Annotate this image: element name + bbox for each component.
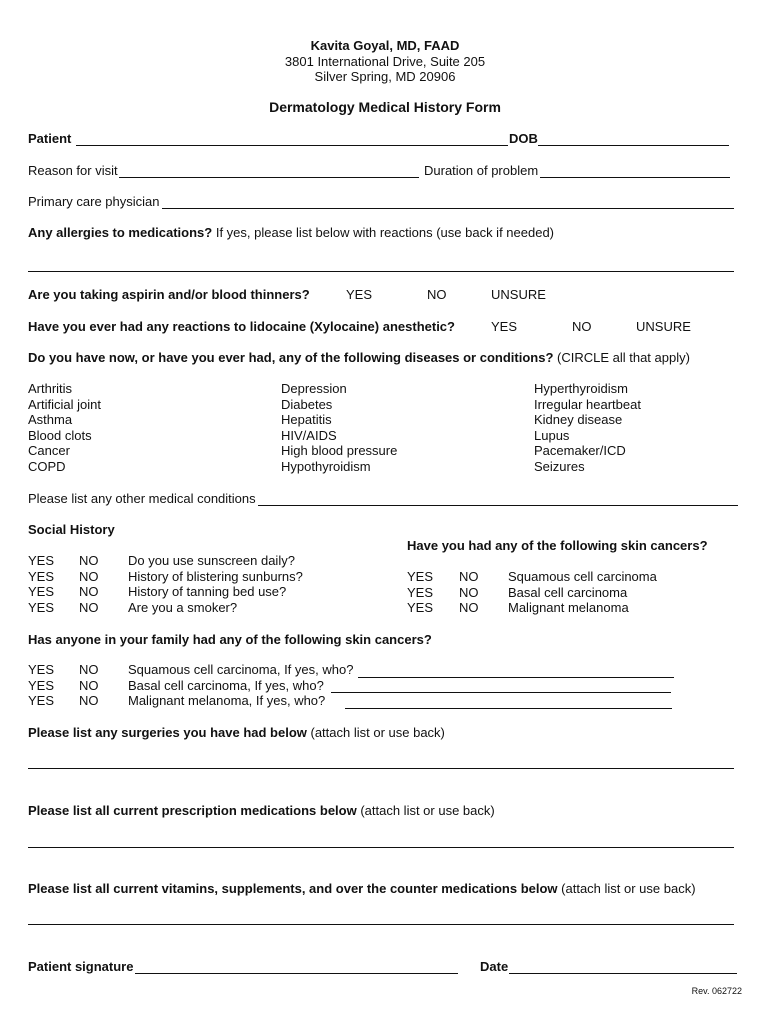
condition-item[interactable]: Hypothyroidism — [281, 458, 371, 474]
address-line-2: Silver Spring, MD 20906 — [314, 69, 456, 84]
condition-item[interactable]: Asthma — [28, 412, 73, 428]
surgeries-prompt-bold: Please list any surgeries you have had below — [28, 725, 307, 740]
signature-label: Patient signature — [28, 959, 134, 974]
dob-label: DOB — [509, 131, 538, 146]
skin-cancer-no-column — [459, 569, 479, 616]
skin-cancer-yes-option[interactable]: YES — [407, 584, 434, 600]
prescriptions-field[interactable] — [28, 847, 734, 848]
condition-item[interactable]: Artificial joint — [28, 396, 101, 412]
skin-cancer-heading: Have you had any of the following skin cancers? — [407, 538, 708, 553]
vitamins-field[interactable] — [28, 924, 734, 925]
family-melanoma-who-field[interactable] — [345, 708, 672, 709]
social-yes-option[interactable]: YES — [28, 599, 55, 615]
conditions-question — [28, 350, 690, 365]
dob-field[interactable] — [538, 145, 729, 146]
family-cancer-type: Squamous cell carcinoma, If yes, who? — [128, 662, 354, 677]
family-basal-who-field[interactable] — [331, 692, 671, 693]
allergies-field[interactable] — [28, 271, 734, 272]
social-questions-column — [128, 553, 303, 615]
condition-item[interactable]: Lupus — [534, 427, 570, 443]
condition-item[interactable]: Hepatitis — [281, 412, 332, 428]
conditions-column-2 — [281, 381, 397, 475]
skin-cancer-no-option[interactable]: NO — [459, 569, 479, 584]
reason-field[interactable] — [119, 177, 419, 178]
condition-item[interactable]: Seizures — [534, 458, 585, 474]
family-history-heading: Has anyone in your family had any of the following skin cancers? — [28, 632, 432, 647]
surgeries-prompt-note: (attach list or use back) — [306, 725, 445, 740]
aspirin-unsure-option[interactable]: UNSURE — [491, 287, 546, 302]
social-question: Do you use sunscreen daily? — [128, 553, 295, 568]
conditions-column-1 — [28, 381, 101, 475]
social-question: History of tanning bed use? — [128, 584, 287, 600]
condition-item[interactable]: Depression — [281, 381, 347, 396]
skin-cancer-type: Malignant melanoma — [508, 600, 629, 616]
condition-item[interactable]: Diabetes — [281, 396, 333, 412]
duration-label: Duration of problem — [424, 163, 539, 178]
condition-item[interactable]: High blood pressure — [281, 443, 398, 459]
allergies-question — [28, 225, 554, 240]
social-yes-option[interactable]: YES — [28, 584, 55, 600]
reason-label: Reason for visit — [28, 163, 118, 178]
skin-cancer-no-option[interactable]: NO — [459, 584, 479, 600]
skin-cancer-yes-option[interactable]: YES — [407, 569, 434, 584]
patient-field[interactable] — [76, 145, 508, 146]
prescriptions-prompt-bold: Please list all current prescription medications below — [28, 803, 357, 818]
condition-item[interactable]: Hyperthyroidism — [534, 381, 628, 396]
prescriptions-prompt-note: (attach list or use back) — [356, 803, 495, 818]
social-yes-option[interactable]: YES — [28, 553, 55, 568]
condition-item[interactable]: COPD — [28, 458, 66, 474]
social-question: History of blistering sunburns? — [128, 568, 303, 584]
skin-cancer-yes-option[interactable]: YES — [407, 600, 434, 616]
family-no-column — [79, 662, 99, 709]
skin-cancer-types-column — [508, 569, 657, 616]
condition-item[interactable]: Kidney disease — [534, 412, 623, 428]
skin-cancer-type: Basal cell carcinoma — [508, 584, 628, 600]
vitamins-prompt-bold: Please list all current vitamins, supplements, and over the counter medications below — [28, 881, 558, 896]
family-cancer-type: Malignant melanoma, If yes, who? — [128, 693, 326, 709]
conditions-column-3 — [534, 381, 641, 475]
address-line-1: 3801 International Drive, Suite 205 — [284, 54, 486, 69]
prescriptions-prompt — [28, 803, 495, 818]
social-history-heading: Social History — [28, 522, 115, 537]
skin-cancer-type: Squamous cell carcinoma — [508, 569, 657, 584]
condition-item[interactable]: Irregular heartbeat — [534, 396, 641, 412]
form-title: Dermatology Medical History Form — [269, 99, 501, 115]
lidocaine-yes-option[interactable]: YES — [491, 319, 518, 334]
pcp-field[interactable] — [162, 208, 734, 209]
allergies-question-bold: Any allergies to medications? — [28, 225, 213, 240]
social-yes-option[interactable]: YES — [28, 568, 55, 584]
vitamins-prompt — [28, 881, 696, 896]
condition-item[interactable]: Blood clots — [28, 427, 92, 443]
family-types-column — [128, 662, 353, 709]
other-conditions-field[interactable] — [258, 505, 738, 506]
condition-item[interactable]: Arthritis — [28, 381, 73, 396]
family-no-option[interactable]: NO — [79, 693, 99, 709]
aspirin-yes-option[interactable]: YES — [346, 287, 373, 302]
family-no-option[interactable]: NO — [79, 677, 99, 693]
duration-field[interactable] — [540, 177, 730, 178]
lidocaine-no-option[interactable]: NO — [572, 319, 592, 334]
pcp-label: Primary care physician — [28, 194, 160, 209]
social-no-option[interactable]: NO — [79, 568, 99, 584]
condition-item[interactable]: Cancer — [28, 443, 70, 459]
social-no-option[interactable]: NO — [79, 599, 99, 615]
family-cancer-type: Basal cell carcinoma, If yes, who? — [128, 677, 324, 693]
social-no-option[interactable]: NO — [79, 553, 99, 568]
aspirin-no-option[interactable]: NO — [427, 287, 447, 302]
other-conditions-label: Please list any other medical conditions — [28, 491, 256, 506]
aspirin-question: Are you taking aspirin and/or blood thinners? — [28, 287, 310, 302]
surgeries-field[interactable] — [28, 768, 734, 769]
physician-name: Kavita Goyal, MD, FAAD — [310, 38, 460, 53]
conditions-instruction: (CIRCLE all that apply) — [553, 350, 690, 365]
surgeries-prompt — [28, 725, 445, 740]
allergies-instruction: If yes, please list below with reactions (use back if needed) — [212, 225, 555, 240]
lidocaine-unsure-option[interactable]: UNSURE — [636, 319, 691, 334]
family-no-option[interactable]: NO — [79, 662, 99, 677]
condition-item[interactable]: Pacemaker/ICD — [534, 443, 626, 459]
date-field[interactable] — [509, 973, 737, 974]
skin-cancer-no-option[interactable]: NO — [459, 600, 479, 616]
social-yes-column — [28, 553, 54, 615]
vitamins-prompt-note: (attach list or use back) — [557, 881, 696, 896]
social-question: Are you a smoker? — [128, 599, 238, 615]
family-yes-option[interactable]: YES — [28, 662, 55, 677]
lidocaine-question: Have you ever had any reactions to lidocaine (Xylocaine) anesthetic? — [28, 319, 455, 334]
family-yes-column — [28, 662, 54, 709]
family-yes-option[interactable]: YES — [28, 677, 55, 693]
social-no-column — [79, 553, 99, 615]
revision-label: Rev. 062722 — [691, 986, 742, 996]
social-no-option[interactable]: NO — [79, 584, 99, 600]
conditions-question-bold: Do you have now, or have you ever had, any of the following diseases or conditions? — [28, 350, 554, 365]
skin-cancer-yes-column — [407, 569, 433, 616]
condition-item[interactable]: HIV/AIDS — [281, 427, 337, 443]
family-yes-option[interactable]: YES — [28, 693, 55, 709]
date-label: Date — [480, 959, 509, 974]
family-squamous-who-field[interactable] — [358, 677, 674, 678]
signature-field[interactable] — [135, 973, 458, 974]
patient-label: Patient — [28, 131, 72, 146]
